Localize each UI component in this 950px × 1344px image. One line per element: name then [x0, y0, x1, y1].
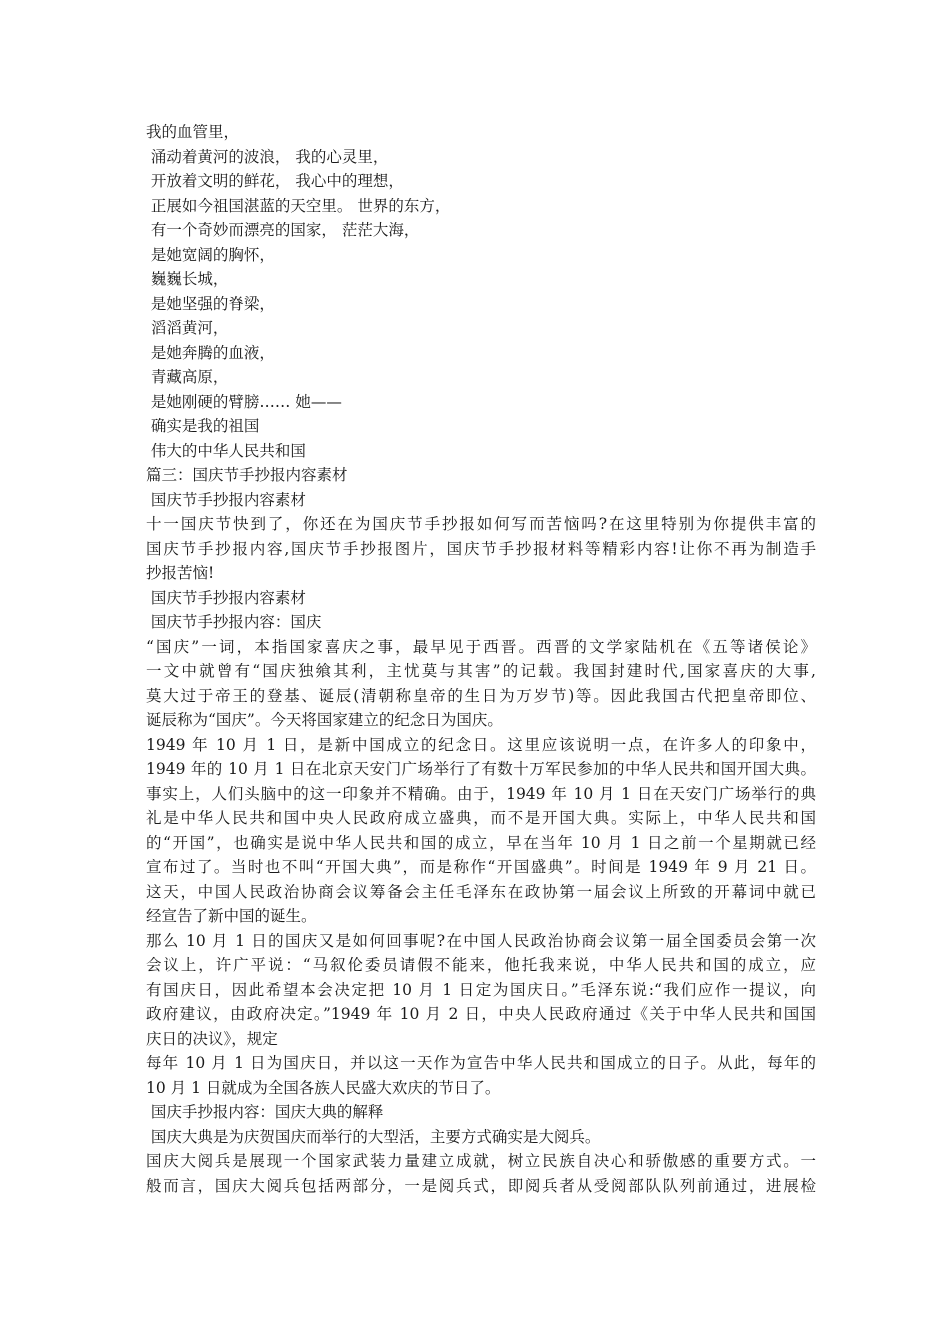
section-subtitle: 国庆节手抄报内容素材 [146, 490, 306, 509]
text-line: 经宣告了新中国的诞生。 [146, 907, 317, 925]
text-line: 莫大过于帝王的登基、诞辰(清朝称皇帝的生日为万岁节)等。因此我国古代把皇帝即位、 [146, 686, 816, 705]
text-line: 1949 年的 10 月 1 日在北京天安门广场举行了有数十万军民参加的中华人民共和国开国大典。 [146, 760, 816, 778]
text-line: 国庆大阅兵是展现一个国家武装力量建立成就，树立民族自决心和骄傲感的重要方式。一 [146, 1152, 816, 1170]
text-line: 政府建议，由政府决定。”1949 年 10 月 2 日，中央人民政府通过《关于中华人民共和国国 [146, 1005, 816, 1023]
text-line: 国庆节手抄报内容,国庆节手抄报图片，国庆节手抄报材料等精彩内容!让你不再为制造手 [146, 539, 816, 558]
text-line: 开放着文明的鲜花， 我心中的理想， [146, 172, 404, 190]
text-line: 10 月 1 日就成为全国各族人民盛大欢庆的节日了。 [146, 1078, 501, 1097]
text-line: 一文中就曾有“国庆独飨其利，主忧莫与其害”的记载。我国封建时代,国家喜庆的大事, [146, 662, 816, 680]
section-heading: 篇三：国庆节手抄报内容素材 [146, 466, 348, 484]
document-page [146, 120, 816, 1198]
text-line: 这天，中国人民政治协商会议筹备会主任毛泽东在政协第一届会议上所致的开幕词中就已 [146, 882, 816, 901]
text-line: 有国庆日，因此希望本会决定把 10 月 1 日定为国庆日。”毛泽东说:“我们应作一提议，向 [146, 980, 816, 999]
text-line: 十一国庆节快到了，你还在为国庆节手抄报如何写而苦恼吗?在这里特别为你提供丰富的 [146, 515, 816, 533]
text-line: 是她奔腾的血液， [146, 343, 275, 362]
text-line: 1949 年 10 月 1 日，是新中国成立的纪念日。这里应该说明一点，在许多人的印象中， [146, 735, 816, 754]
text-line: 正展如今祖国湛蓝的天空里。 世界的东方， [146, 196, 451, 215]
text-line: 国庆手抄报内容：国庆大典的解释 [146, 1103, 384, 1121]
text-line: “国庆”一词，本指国家喜庆之事，最早见于西晋。西晋的文学家陆机在《五等诸侯论》 [146, 637, 816, 656]
text-line: 国庆节手抄报内容：国庆 [146, 613, 322, 631]
text-line: 礼是中华人民共和国中央人民政府成立盛典，而不是开国大典。实际上，中华人民共和国 [146, 809, 816, 827]
text-line: 巍巍长城， [146, 270, 229, 288]
text-line: 国庆节手抄报内容素材 [146, 588, 306, 607]
text-line: 那么 10 月 1 日的国庆又是如何回事呢?在中国人民政治协商会议第一届全国委员会第一次 [146, 931, 816, 950]
text-line: 般而言，国庆大阅兵包括两部分，一是阅兵式，即阅兵者从受阅部队队列前通过，进展检 [146, 1176, 816, 1195]
text-line: 是她宽阔的胸怀， [146, 245, 275, 264]
text-line: 是她坚强的脊梁， [146, 294, 275, 313]
text-line: 涌动着黄河的波浪， 我的心灵里， [146, 147, 389, 166]
text-line: 青藏高原， [146, 368, 229, 386]
text-line: 是她刚硬的臂膀…… 她—— [146, 392, 342, 411]
text-line: 每年 10 月 1 日为国庆日，并以这一天作为宣告中华人民共和国成立的日子。从此，每年的 [146, 1054, 816, 1072]
text-line: 伟大的中华人民共和国 [146, 441, 306, 460]
text-line: 我的血管里， [146, 123, 240, 141]
text-line: 诞辰称为“国庆”。今天将国家建立的纪念日为国庆。 [146, 711, 503, 729]
text-line: 庆日的决议》，规定 [146, 1029, 278, 1048]
text-line: 的“开国”，也确实是说中华人民共和国的成立，早在当年 10 月 1 日之前一个星期就已经 [146, 833, 816, 852]
text-line: 国庆大典是为庆贺国庆而举行的大型活，主要方式确实是大阅兵。 [146, 1127, 601, 1146]
text-line: 抄报苦恼! [146, 564, 215, 582]
text-line: 宣布过了。当时也不叫“开国大典”，而是称作“开国盛典”。时间是 1949 年 9 月 21 日。 [146, 858, 816, 876]
text-line: 确实是我的祖国 [146, 417, 260, 435]
text-line: 事实上，人们头脑中的这一印象并不精确。由于，1949 年 10 月 1 日在天安门广场举行的典 [146, 784, 816, 803]
text-line: 会议上，许广平说：“马叙伦委员请假不能来，他托我来说，中华人民共和国的成立，应 [146, 956, 816, 974]
text-line: 滔滔黄河， [146, 319, 229, 337]
text-line: 有一个奇妙而漂亮的国家， 茫茫大海， [146, 221, 420, 239]
